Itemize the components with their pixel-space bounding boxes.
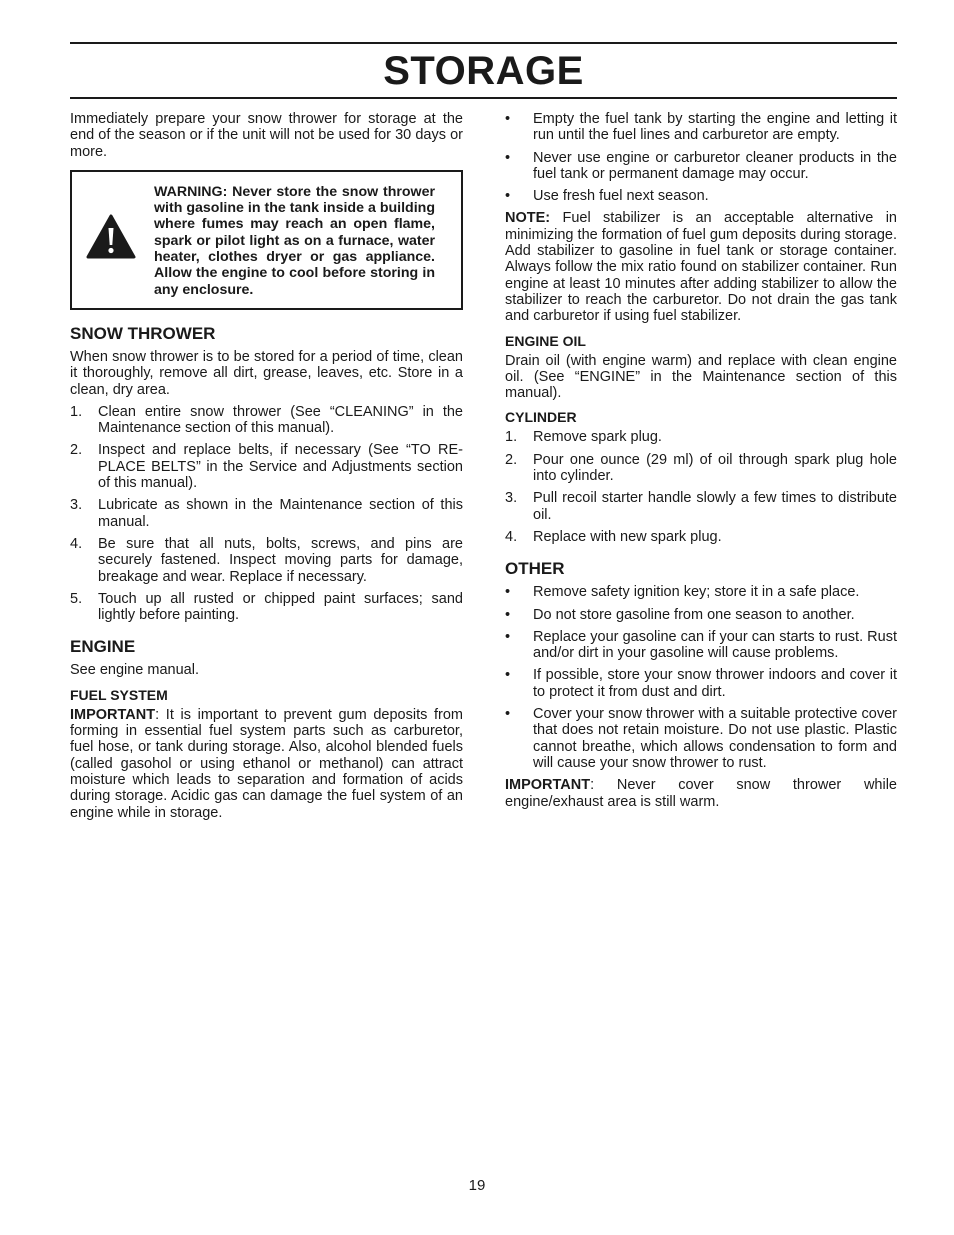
list-item (505, 706, 897, 771)
item-text: Lubricate as shown in the Maintenance section of this manual. (98, 497, 463, 530)
bullet: • (505, 584, 511, 601)
list-item (70, 497, 463, 530)
engine-oil-text: Drain oil (with engine warm) and replace with clean engine oil. (See “ENGINE” in the Maintenance section of this manual). (505, 352, 897, 402)
item-number: 5. (70, 590, 83, 607)
item-text: Pour one ounce (29 ml) of oil through spark plug hole into cylinder. (533, 451, 897, 485)
other-heading: OTHER (505, 559, 565, 579)
bullet: • (505, 667, 511, 684)
bullet: • (505, 111, 511, 127)
item-number: 1. (70, 403, 83, 420)
bullet: • (505, 628, 511, 645)
item-text: Never use engine or carburetor cleaner products in the fuel tank or permanent damage may occur. (533, 149, 897, 182)
engine-text: See engine manual. (70, 662, 199, 679)
warning-icon (86, 214, 136, 260)
item-text: Pull recoil starter handle slowly a few times to distribute oil. (533, 490, 897, 523)
snow-thrower-heading: SNOW THROWER (70, 323, 216, 343)
fuel-system-paragraph (70, 707, 463, 821)
fuel-system-heading: FUEL SYSTEM (70, 686, 168, 703)
item-text: Replace with new spark plug. (533, 528, 722, 545)
item-number: 2. (505, 451, 518, 468)
list-item (70, 536, 463, 585)
important-label: IMPORTANT (70, 706, 156, 723)
item-number: 4. (70, 535, 83, 552)
item-text: Clean entire snow thrower (See “CLEANING” in the Maintenance section of this manual). (98, 403, 463, 437)
right-column (505, 111, 897, 816)
top-rule (70, 42, 897, 44)
bullet: • (505, 149, 511, 166)
note-label: NOTE: (505, 210, 551, 227)
fuel-bullets (505, 111, 897, 204)
snow-thrower-intro: When snow thrower is to be stored for a period of time, clean it thoroughly, remove all dirt, grease, leaves, etc. Store in a clean, dry area. (70, 348, 463, 398)
intro-paragraph: Immediately prepare your snow thrower for storage at the end of the season or if the unit will not be used for 30 days or more. (70, 111, 463, 160)
engine-oil-heading: ENGINE OIL (505, 332, 586, 349)
item-text: If possible, store your snow thrower indoors and cover it to protect it from dust and dirt. (533, 667, 897, 700)
item-text: Be sure that all nuts, bolts, screws, and pins are securely fastened. Inspect moving parts for damage, breakage and wear. Replace if necessary. (98, 535, 463, 585)
list-item (505, 667, 897, 700)
bullet: • (505, 188, 511, 205)
page-number: 19 (468, 1177, 486, 1194)
list-item (505, 452, 897, 485)
cylinder-steps (505, 429, 897, 545)
bullet: • (505, 706, 511, 723)
item-text: Replace your gasoline can if your can starts to rust. Rust and/or dirt in your gasoline will cause problems. (533, 628, 897, 662)
item-text: Use fresh fuel next season. (533, 188, 709, 205)
item-text: Remove safety ignition key; store it in a safe place. (533, 584, 860, 601)
list-item (505, 150, 897, 183)
important-text: : Never cover snow thrower while engine/exhaust area is still warm. (505, 777, 897, 810)
list-item (505, 188, 897, 204)
important-label: IMPORTANT (505, 777, 591, 794)
list-item (505, 429, 897, 445)
item-text: Inspect and replace belts, if necessary (See “TO RE-PLACE BELTS” in the Service and Adjustments section of this manual). (98, 442, 463, 492)
note-text: Fuel stabilizer is an acceptable alternative in minimizing the formation of fuel gum deposits during storage. Add stabilizer to gasoline in fuel tank or storage container. Always follow the mix ratio found on stabilizer container. Run engine at least 10 minutes after adding stabilizer to allow the stabilizer to reach the carburetor. Do not drain the gas tank and carburetor if using fuel stabilizer. (505, 210, 897, 325)
list-item (505, 490, 897, 523)
note-paragraph (505, 210, 897, 324)
warning-box (70, 170, 463, 310)
other-bullets (505, 584, 897, 771)
list-item (505, 111, 897, 144)
item-text: Do not store gasoline from one season to another. (533, 606, 855, 623)
other-important-paragraph (505, 777, 897, 810)
item-text: Touch up all rusted or chipped paint surfaces; sand lightly before painting. (98, 590, 463, 624)
list-item (70, 591, 463, 624)
item-text: Remove spark plug. (533, 429, 662, 446)
left-column (70, 111, 463, 827)
item-number: 3. (70, 497, 83, 514)
item-number: 3. (505, 490, 518, 507)
list-item (70, 404, 463, 437)
snow-thrower-steps (70, 404, 463, 624)
list-item (505, 584, 897, 600)
item-number: 2. (70, 442, 83, 459)
title-underline (70, 97, 897, 99)
item-number: 4. (505, 528, 518, 545)
list-item (505, 629, 897, 662)
bullet: • (505, 606, 511, 623)
item-text: Cover your snow thrower with a suitable protective cover that does not retain moisture. Do not use plastic. Plastic cannot breathe, which allows condensation to form and will cause your snow thrower to rust. (533, 706, 897, 771)
item-text: Empty the fuel tank by starting the engine and letting it run until the fuel lines and carburetor are empty. (533, 111, 897, 144)
engine-heading: ENGINE (70, 637, 136, 657)
list-item (505, 607, 897, 623)
important-text: : It is important to prevent gum deposits from forming in essential fuel system parts such as carburetor, fuel hose, or tank during storage. Also, alcohol blended fuels (called gasohol or using ethanol or methanol) can attract moisture which leads to separation and formation of acids during storage. Acidic gas can damage the fuel system of an engine while in storage. (70, 706, 463, 821)
list-item (70, 442, 463, 491)
warning-text: WARNING: Never store the snow thrower with gasoline in the tank inside a building where fumes may reach an open flame, spark or pilot light as on a furnace, water heater, clothes dryer or gas appliance. Allow the engine to cool before storing in any enclosure. (154, 183, 435, 298)
page-title: STORAGE (383, 49, 584, 93)
item-number: 1. (505, 429, 518, 446)
cylinder-heading: CYLINDER (505, 409, 577, 426)
list-item (505, 529, 897, 545)
